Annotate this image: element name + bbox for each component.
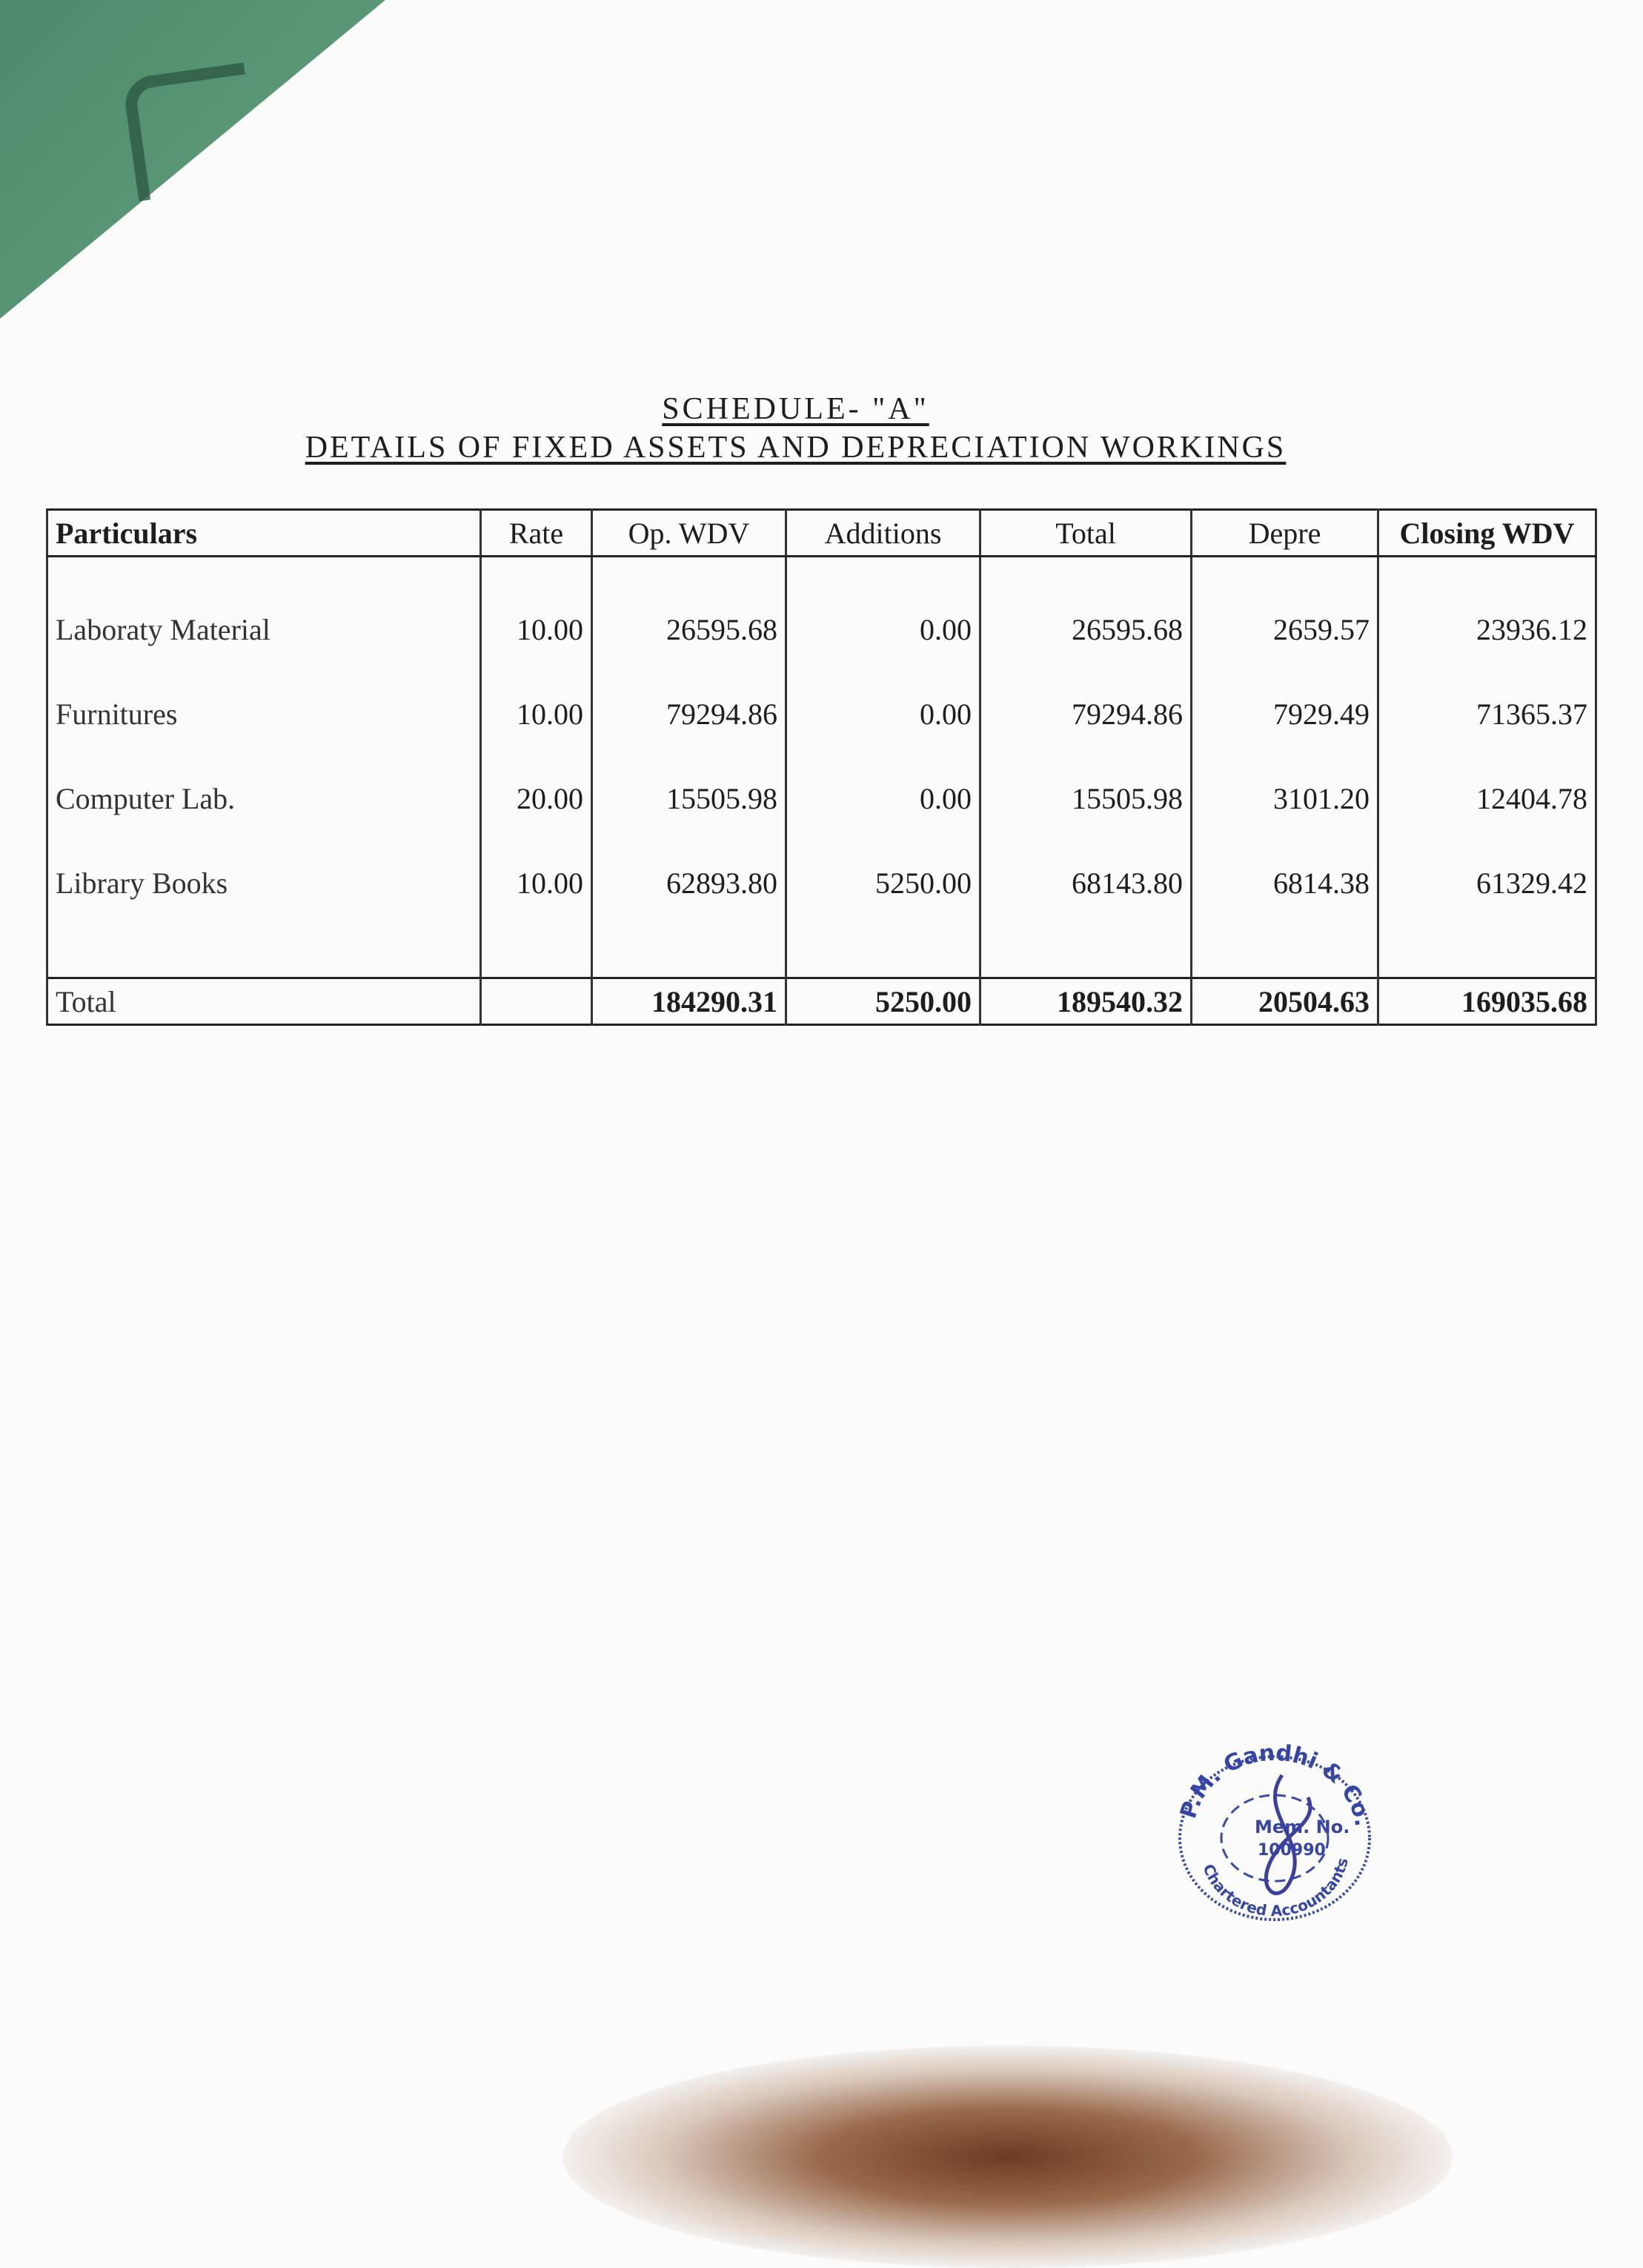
header-op-wdv: Op. WDV <box>592 510 786 557</box>
ca-seal-stamp <box>1160 1731 1390 1931</box>
header-total: Total <box>980 510 1192 557</box>
header-closing-wdv: Closing WDV <box>1378 510 1596 557</box>
cell-rate: 20.00 <box>481 756 592 840</box>
stamp-bottom-text: Chartered Accountants <box>1199 1856 1352 1920</box>
cell-particular: Computer Lab. <box>47 756 481 840</box>
cell-op-wdv: 79294.86 <box>592 672 786 756</box>
header-rate: Rate <box>481 510 592 557</box>
svg-text:Chartered Accountants <box>1200 1856 1352 1920</box>
cell-additions: 0.00 <box>786 557 980 672</box>
cell-particular: Laboraty Material <box>47 557 481 672</box>
cell-depre: 6814.38 <box>1192 840 1378 925</box>
stamp-top-text: P.M. Gandhi & Co. <box>1175 1740 1376 1828</box>
cell-depre: 7929.49 <box>1192 672 1378 756</box>
total-label: Total <box>47 978 481 1025</box>
table-row <box>47 672 1596 756</box>
fixed-assets-table <box>46 508 1597 1026</box>
cell-op-wdv: 62893.80 <box>592 840 786 925</box>
table-spacer-row <box>47 925 1596 978</box>
schedule-title: SCHEDULE- "A" <box>662 392 929 426</box>
header-depre: Depre <box>1192 510 1378 557</box>
total-op-wdv: 184290.31 <box>592 978 786 1025</box>
stamp-number: 100990 <box>1258 1841 1326 1860</box>
table-row <box>47 557 1596 672</box>
total-rate <box>481 978 592 1025</box>
finger-shadow <box>563 2046 1453 2268</box>
cell-total: 68143.80 <box>980 840 1192 925</box>
cell-particular: Library Books <box>47 840 481 925</box>
cell-total: 15505.98 <box>980 756 1192 840</box>
cell-depre: 3101.20 <box>1192 756 1378 840</box>
table-header-row <box>47 510 1596 557</box>
cell-total: 26595.68 <box>980 557 1192 672</box>
table-row <box>47 840 1596 925</box>
cell-closing-wdv: 61329.42 <box>1378 840 1596 925</box>
cell-additions: 5250.00 <box>786 840 980 925</box>
cell-additions: 0.00 <box>786 756 980 840</box>
header-particulars: Particulars <box>47 510 481 557</box>
cell-closing-wdv: 71365.37 <box>1378 672 1596 756</box>
schedule-heading <box>0 391 1643 465</box>
binder-clip <box>122 62 260 201</box>
cell-rate: 10.00 <box>481 840 592 925</box>
total-total: 189540.32 <box>980 978 1192 1025</box>
cell-closing-wdv: 12404.78 <box>1378 756 1596 840</box>
cell-closing-wdv: 23936.12 <box>1378 557 1596 672</box>
cell-depre: 2659.57 <box>1192 557 1378 672</box>
cell-op-wdv: 26595.68 <box>592 557 786 672</box>
table-total-row <box>47 978 1596 1025</box>
cell-rate: 10.00 <box>481 672 592 756</box>
total-depre: 20504.63 <box>1192 978 1378 1025</box>
cell-particular: Furnitures <box>47 672 481 756</box>
schedule-subtitle: DETAILS OF FIXED ASSETS AND DEPRECIATION WORKINGS <box>305 431 1287 465</box>
total-closing-wdv: 169035.68 <box>1378 978 1596 1025</box>
cell-total: 79294.86 <box>980 672 1192 756</box>
table-row <box>47 756 1596 840</box>
cell-rate: 10.00 <box>481 557 592 672</box>
cell-op-wdv: 15505.98 <box>592 756 786 840</box>
cell-additions: 0.00 <box>786 672 980 756</box>
header-additions: Additions <box>786 510 980 557</box>
total-additions: 5250.00 <box>786 978 980 1025</box>
stamp-middle-text: Mem. No. <box>1255 1817 1350 1837</box>
